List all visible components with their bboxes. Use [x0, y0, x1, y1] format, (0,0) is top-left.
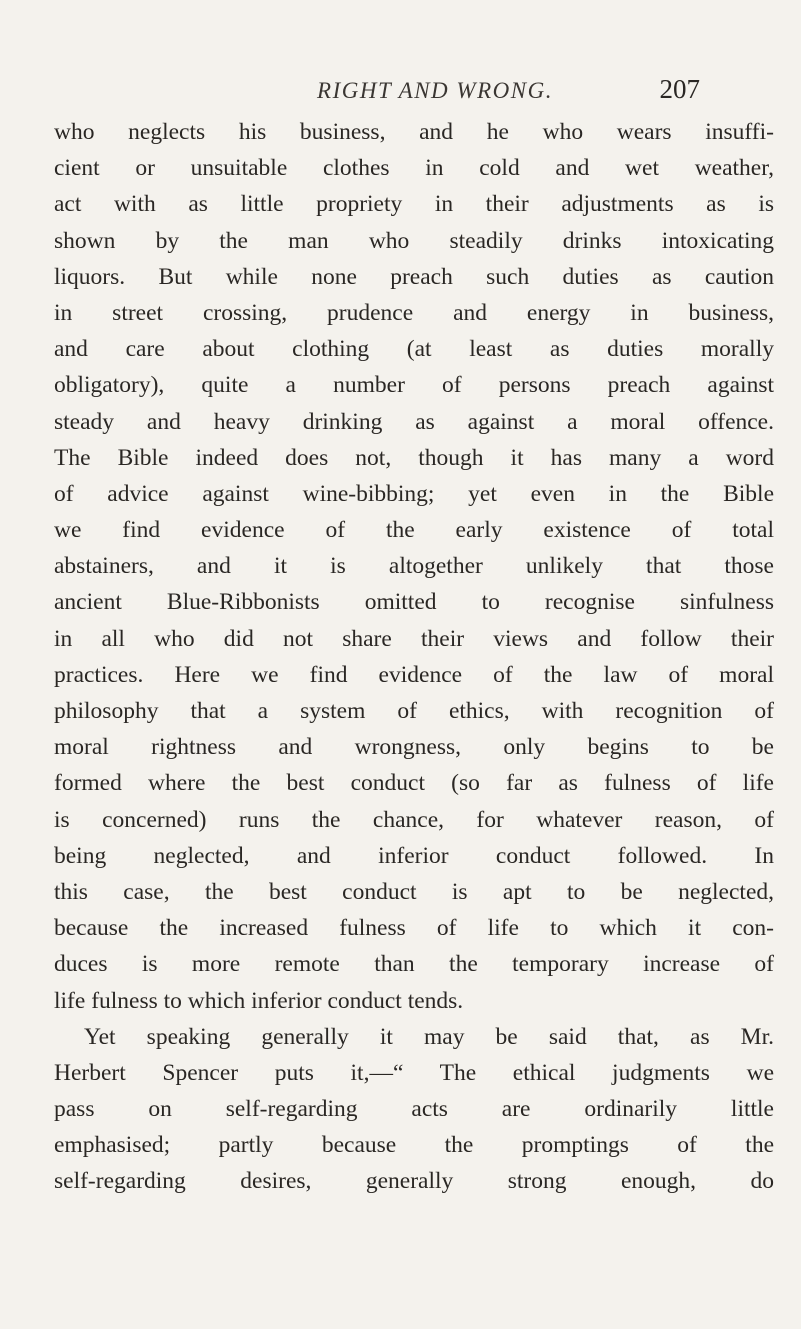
text-line: being neglected, and inferior conduct followed. In — [54, 842, 774, 869]
body-text — [54, 114, 774, 1200]
text-line: philosophy that a system of ethics, with recognition of — [54, 698, 774, 724]
running-head: RIGHT AND WRONG. — [317, 78, 553, 103]
page-number: 207 — [659, 74, 700, 104]
text-line: emphasised; partly because the promptings of the — [54, 1132, 774, 1159]
text-line: shown by the man who steadily drinks intoxicating — [54, 227, 774, 254]
text-line: of advice against wine-bibbing; yet even in the Bible — [54, 480, 774, 507]
text-line: we find evidence of the early existence of total — [54, 517, 774, 544]
text-line: life fulness to which inferior conduct tends. — [54, 987, 464, 1014]
text-line: self-regarding desires, generally strong enough, do — [54, 1168, 774, 1195]
paragraph-start-line: Yet speaking generally it may be said that, as Mr. — [84, 1023, 774, 1050]
text-line: who neglects his business, and he who wears insuffi- — [54, 119, 774, 145]
text-line: abstainers, and it is altogether unlikely that those — [54, 553, 774, 580]
text-line: in all who did not share their views and follow their — [54, 625, 774, 652]
text-line: act with as little propriety in their adjustments as is — [54, 191, 774, 218]
text-line: is concerned) runs the chance, for whatever reason, of — [54, 806, 774, 833]
text-line: cient or unsuitable clothes in cold and wet weather, — [54, 155, 774, 182]
text-line: practices. Here we find evidence of the law of moral — [54, 661, 774, 688]
text-line: and care about clothing (at least as duties morally — [54, 336, 774, 363]
text-line: formed where the best conduct (so far as fulness of life — [54, 770, 774, 797]
text-line: liquors. But while none preach such duties as caution — [54, 263, 774, 290]
text-line: duces is more remote than the temporary increase of — [54, 951, 774, 978]
text-line: because the increased fulness of life to which it con- — [54, 915, 774, 942]
text-line: in street crossing, prudence and energy in business, — [54, 299, 774, 326]
text-line: obligatory), quite a number of persons preach against — [54, 372, 774, 399]
text-line: this case, the best conduct is apt to be neglected, — [54, 878, 774, 905]
text-line: steady and heavy drinking as against a moral offence. — [54, 408, 774, 435]
text-line: Herbert Spencer puts it,—“ The ethical judgments we — [54, 1059, 774, 1086]
text-line: moral rightness and wrongness, only begins to be — [54, 734, 774, 761]
text-line: ancient Blue-Ribbonists omitted to recognise sinfulness — [54, 589, 774, 616]
text-line: The Bible indeed does not, though it has many a word — [54, 444, 774, 471]
text-line: pass on self-regarding acts are ordinarily little — [54, 1096, 774, 1123]
